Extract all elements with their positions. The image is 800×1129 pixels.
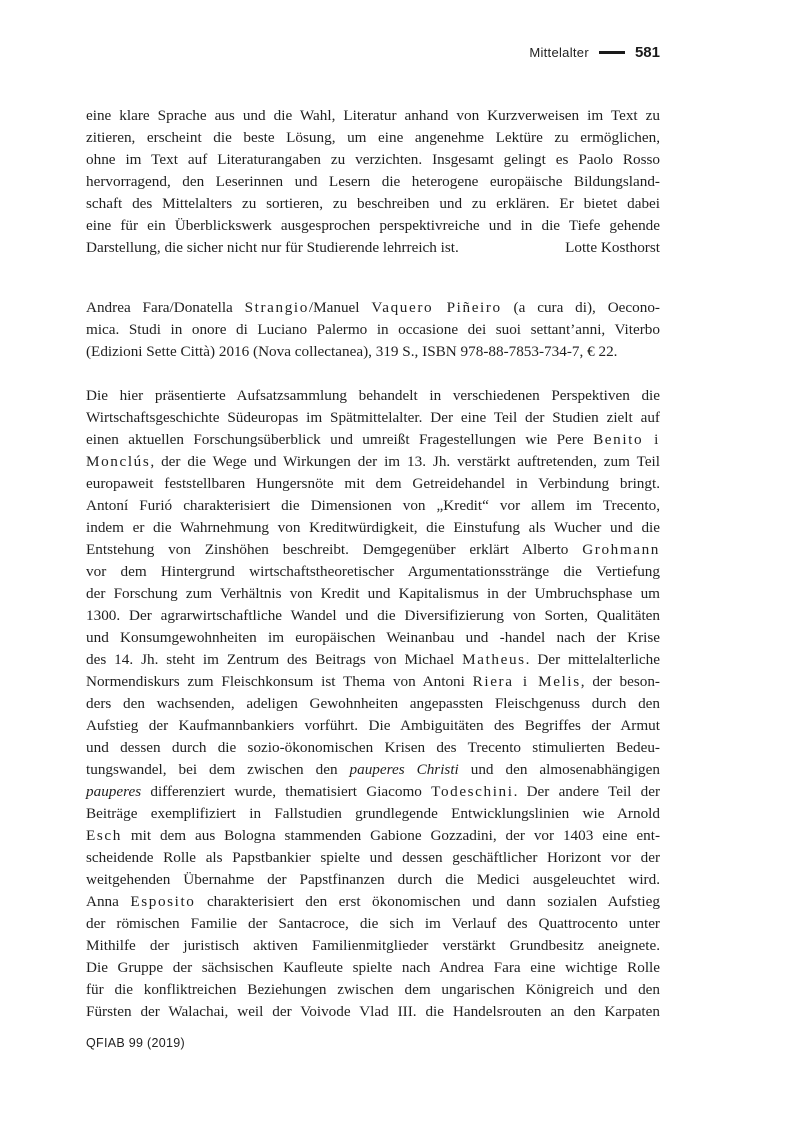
intro-last-line: Darstellung, die sicher nicht nur für Studierende lehrreich ist.	[86, 239, 459, 256]
text-line	[86, 429, 660, 451]
text-line	[86, 781, 660, 803]
author-name: Esposito	[130, 893, 196, 910]
text-line: und Konsumgewohnheiten im europäischen Weinanbau und -handel nach der Krise	[86, 629, 660, 646]
text-run: . Der mittelalterliche	[525, 651, 660, 668]
text-run: differenziert wurde, thematisiert Giacomo	[141, 783, 432, 800]
review-body	[86, 385, 660, 1023]
text-line	[86, 759, 660, 781]
author-name: Esch	[86, 827, 122, 844]
text-run: charakterisiert den erst ökonomischen und dann sozialen Aufstieg	[195, 893, 660, 910]
text-run: tungswandel, bei dem zwischen den	[86, 761, 350, 778]
text-line: mica. Studi in onore di Luciano Palermo in occasione dei suoi settant’anni, Viterbo	[86, 321, 660, 338]
italic-term: pauperes	[86, 783, 142, 800]
section-title: Mittelalter	[529, 45, 589, 60]
text-line: Fürsten der Walachai, weil der Voivode Vlad III. die Handelsrouten an den Karpaten	[86, 1003, 660, 1020]
author-name: Monclús	[86, 453, 151, 470]
text-line: Die hier präsentierte Aufsatzsammlung behandelt in verschiedenen Perspektiven die	[86, 387, 660, 404]
text-line: scheidende Rolle als Papstbankier spielte und dessen geschäftlicher Horizont vor der	[86, 849, 660, 866]
text-line: Wirtschaftsgeschichte Südeuropas im Spätmittelalter. Der eine Teil der Studien zielt auf	[86, 409, 660, 426]
header-rule	[599, 51, 625, 54]
text-line: und dessen durch die sozio-ökonomischen Krisen des Trecento stimulierten Bedeu-	[86, 739, 660, 756]
intro-paragraph	[86, 105, 660, 259]
text-line: Die Gruppe der sächsischen Kaufleute spielte nach Andrea Fara eine wichtige Rolle	[86, 959, 660, 976]
text-line: 1300. Der agrarwirtschaftliche Wandel und die Diversifizierung von Sorten, Qualitäten	[86, 607, 660, 624]
text-line: hervorragend, den Leserinnen und Lesern die heterogene europäische Bildungsland-	[86, 173, 660, 190]
page-number: 581	[634, 44, 660, 61]
text-run: einen aktuellen Forschungsüberblick und umreißt Fragestellungen wie Pere	[86, 431, 594, 448]
text-line: der römischen Familie der Santacroce, die sich im Verlauf des Quattrocento unter	[86, 915, 660, 932]
text-run: , der beson-	[580, 673, 660, 690]
text-line: (Edizioni Sette Città) 2016 (Nova collectanea), 319 S., ISBN 978-88-7853-734-7, € 22.	[86, 343, 618, 360]
text-line: eine für ein Überblickswerk ausgesprochen perspektivreiche und in die Tiefe gehende	[86, 217, 660, 234]
text-line	[86, 451, 660, 473]
text-line: indem er die Wahrnehmung von Kreditwürdigkeit, die Einstufung als Wucher und die	[86, 519, 660, 536]
editor-names: /Manuel	[308, 299, 372, 316]
text-run: Normendiskurs zum Fleischkonsum ist Thema von Antoni	[86, 673, 473, 690]
text-run: mit dem aus Bologna stammenden Gabione Gozzadini, der vor 1403 eine ent-	[121, 827, 660, 844]
text-line: der Forschung zum Verhältnis von Kredit und Kapitalismus in der Umbruchsphase um	[86, 585, 660, 602]
text-line: schaft des Mittelalters zu sortieren, zu beschreiben und zu erklären. Er bietet dabei	[86, 195, 660, 212]
author-name: Benito i	[593, 431, 660, 448]
text-line: zitieren, erscheint die beste Lösung, um eine angenehme Lektüre zu ermöglichen,	[86, 129, 660, 146]
reviewer-signature: Lotte Kosthorst	[565, 239, 660, 256]
text-line: Beiträge exemplifiziert in Fallstudien grundlegende Entwicklungslinien wie Arnold	[86, 805, 660, 822]
text-line	[86, 671, 660, 693]
author-name: Grohmann	[582, 541, 660, 558]
author-name: Todeschini	[431, 783, 514, 800]
author-name: Riera i Melis	[472, 673, 581, 690]
text-line	[86, 891, 660, 913]
text-line: vor dem Hintergrund wirtschaftstheoretischer Argumentationsstränge die Vertiefung	[86, 563, 660, 580]
text-line: Aufstieg der Kaufmannbankiers vorführt. Die Ambiguitäten des Begriffes der Armut	[86, 717, 660, 734]
text-run: . Der andere Teil der	[513, 783, 660, 800]
text-line	[86, 237, 660, 259]
italic-term: pauperes Christi	[349, 761, 459, 778]
citation	[86, 297, 660, 363]
editor-names: Andrea Fara/Donatella	[86, 299, 245, 316]
running-header	[476, 44, 660, 61]
text-line: europaweit feststellbaren Hungersnöte mit dem Getreidehandel in Verbindung bringt.	[86, 475, 660, 492]
text-line: ders den wachsenden, adeligen Gewohnheiten angepassten Fleischgenuss durch den	[86, 695, 660, 712]
text-line	[86, 825, 660, 847]
text-run: Anna	[86, 893, 131, 910]
text-line: eine klare Sprache aus und die Wahl, Literatur anhand von Kurzverweisen im Text zu	[86, 107, 660, 124]
text-line	[86, 539, 660, 561]
journal-footer: QFIAB 99 (2019)	[86, 1036, 185, 1050]
text-line: für die konfliktreichen Beziehungen zwischen dem ungarischen Königreich und den	[86, 981, 660, 998]
text-line: Mithilfe der juristisch aktiven Familienmitglieder verstärkt Grundbesitz aneignete.	[86, 937, 660, 954]
text-line: weitgehenden Übernahme der Papstfinanzen durch die Medici ausgeleuchtet wird.	[86, 871, 660, 888]
editor-surname: Strangio	[244, 299, 309, 316]
text-run: des 14. Jh. steht im Zentrum des Beitrags von Michael	[86, 651, 463, 668]
text-run: und den almosenabhängigen	[458, 761, 660, 778]
text-line: ohne im Text auf Literaturangaben zu verzichten. Insgesamt gelingt es Paolo Rosso	[86, 151, 660, 168]
text-line	[86, 649, 660, 671]
text-line: Antoní Furió charakterisiert die Dimensionen von „Kredit“ vor allem im Trecento,	[86, 497, 660, 514]
text-line	[86, 297, 660, 319]
text-run: Entstehung von Zinshöhen beschreibt. Demgegenüber erklärt Alberto	[86, 541, 583, 558]
editor-surname: Vaquero Piñeiro	[371, 299, 502, 316]
author-name: Matheus	[462, 651, 526, 668]
text-run: , der die Wege und Wirkungen der im 13. Jh. verstärkt auftretenden, zum Teil	[150, 453, 660, 470]
citation-title-start: (a cura di), Oecono-	[501, 299, 660, 316]
